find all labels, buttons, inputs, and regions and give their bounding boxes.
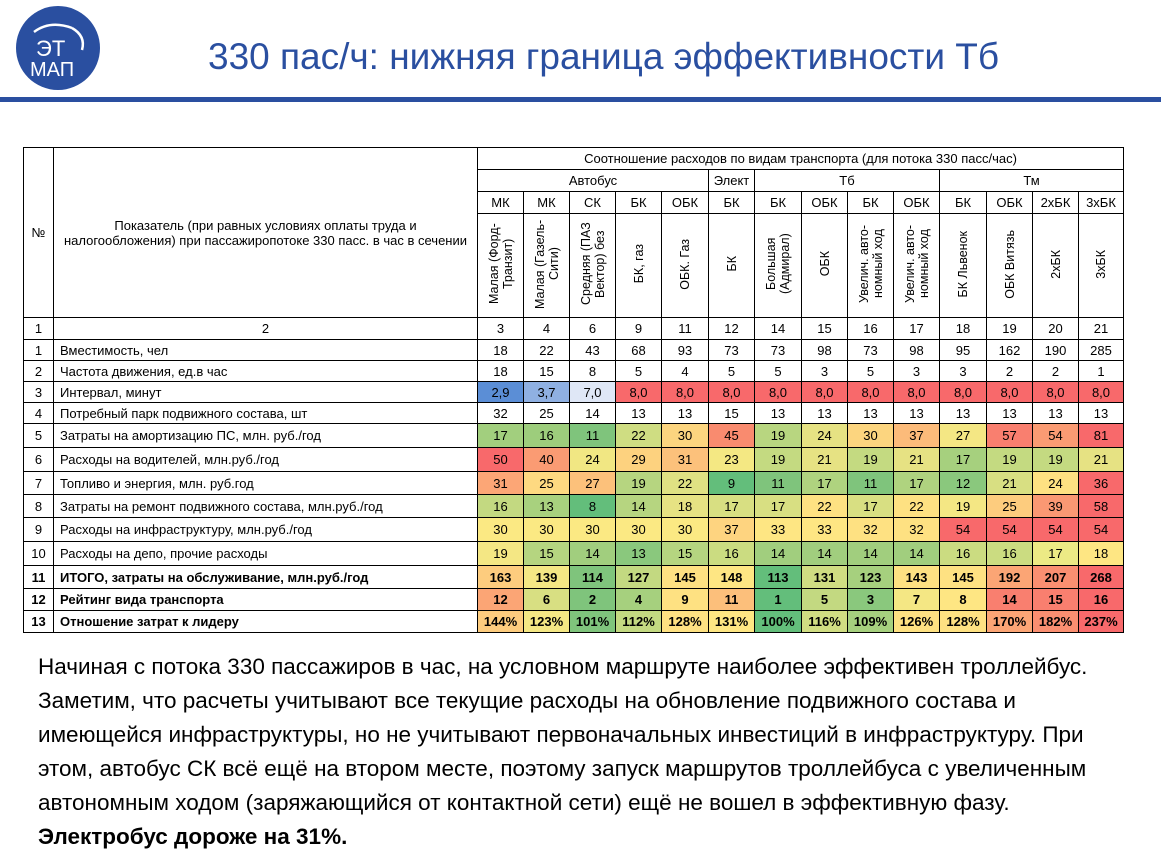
table-cell: 13: [1033, 403, 1079, 424]
vehicle-label: ОБК. Газ: [678, 238, 692, 290]
row-number: 7: [24, 472, 54, 495]
table-cell: 54: [987, 518, 1033, 542]
table-cell: 1: [755, 589, 802, 611]
table-cell: 37: [894, 424, 940, 448]
table-cell: 170%: [987, 611, 1033, 633]
table-cell: 22: [662, 472, 709, 495]
table-cell: 15: [524, 361, 570, 382]
table-row: [24, 382, 1124, 403]
type-header: МК: [478, 192, 524, 214]
table-cell: 27: [940, 424, 987, 448]
row-label: Вместимость, чел: [54, 340, 478, 361]
table-cell: 2: [987, 361, 1033, 382]
type-header: ОБК: [802, 192, 848, 214]
table-cell: 8,0: [894, 382, 940, 403]
table-cell: 148: [709, 566, 755, 589]
table-cell: 22: [894, 495, 940, 518]
type-header: БК: [616, 192, 662, 214]
table-cell: 21: [802, 448, 848, 472]
type-header: МК: [524, 192, 570, 214]
table-cell: 17: [848, 495, 894, 518]
table-cell: 43: [570, 340, 616, 361]
table-cell: 17: [802, 472, 848, 495]
row-label: Топливо и энергия, млн. руб.год: [54, 472, 478, 495]
table-row: [24, 495, 1124, 518]
column-index: 15: [802, 318, 848, 340]
table-cell: 114: [570, 566, 616, 589]
column-index: 18: [940, 318, 987, 340]
table-row: [24, 340, 1124, 361]
table-cell: 11: [709, 589, 755, 611]
table-cell: 8,0: [987, 382, 1033, 403]
table-cell: 24: [1033, 472, 1079, 495]
table-cell: 95: [940, 340, 987, 361]
table-cell: 16: [940, 542, 987, 566]
vehicle-label: Малая (Газель-Сити): [532, 219, 561, 309]
table-cell: 145: [940, 566, 987, 589]
table-cell: 5: [802, 589, 848, 611]
table-cell: 40: [524, 448, 570, 472]
type-header: ОБК: [662, 192, 709, 214]
table-cell: 4: [616, 589, 662, 611]
table-cell: 17: [1033, 542, 1079, 566]
column-index: 3: [478, 318, 524, 340]
type-header: ОБК: [987, 192, 1033, 214]
table-cell: 30: [662, 518, 709, 542]
table-cell: 162: [987, 340, 1033, 361]
vehicle-label: Увелич. авто-номный ход: [856, 224, 885, 304]
row-number: 11: [24, 566, 54, 589]
row-number: 12: [24, 589, 54, 611]
table-cell: 33: [755, 518, 802, 542]
row-number: 9: [24, 518, 54, 542]
table-cell: 3: [848, 589, 894, 611]
table-row: [24, 589, 1124, 611]
logo-text-bottom: МАП: [30, 59, 75, 81]
table-cell: 18: [662, 495, 709, 518]
table-cell: 5: [709, 361, 755, 382]
table-cell: 145: [662, 566, 709, 589]
table-cell: 131: [802, 566, 848, 589]
table-cell: 13: [524, 495, 570, 518]
row-label: Затраты на амортизацию ПС, млн. руб./год: [54, 424, 478, 448]
table-cell: 16: [709, 542, 755, 566]
vehicle-header: [894, 214, 940, 318]
table-cell: 14: [848, 542, 894, 566]
row-number: 1: [24, 340, 54, 361]
table-cell: 268: [1079, 566, 1124, 589]
table-cell: 81: [1079, 424, 1124, 448]
cost-table: [23, 147, 1124, 633]
table-cell: 8,0: [848, 382, 894, 403]
table-cell: 32: [894, 518, 940, 542]
table-cell: 16: [524, 424, 570, 448]
table-cell: 17: [894, 472, 940, 495]
row-label: Потребный парк подвижного состава, шт: [54, 403, 478, 424]
table-row: [24, 542, 1124, 566]
table-cell: 8,0: [802, 382, 848, 403]
column-index: 4: [524, 318, 570, 340]
column-index: 19: [987, 318, 1033, 340]
row-number: 5: [24, 424, 54, 448]
table-cell: 15: [1033, 589, 1079, 611]
table-cell: 32: [478, 403, 524, 424]
vehicle-header: [570, 214, 616, 318]
table-cell: 8,0: [755, 382, 802, 403]
table-cell: 285: [1079, 340, 1124, 361]
type-header: БК: [940, 192, 987, 214]
table-row: [24, 403, 1124, 424]
table-cell: 13: [1079, 403, 1124, 424]
table-cell: 15: [709, 403, 755, 424]
column-index: 16: [848, 318, 894, 340]
column-index: 20: [1033, 318, 1079, 340]
table-cell: 15: [662, 542, 709, 566]
table-cell: 54: [940, 518, 987, 542]
table-cell: 30: [848, 424, 894, 448]
row-label: Затраты на ремонт подвижного состава, млн.руб./год: [54, 495, 478, 518]
table-cell: 5: [616, 361, 662, 382]
table-cell: 131%: [709, 611, 755, 633]
table-cell: 36: [1079, 472, 1124, 495]
row-number: 8: [24, 495, 54, 518]
table-cell: 98: [894, 340, 940, 361]
vehicle-header: [662, 214, 709, 318]
table-cell: 33: [802, 518, 848, 542]
table-cell: 27: [570, 472, 616, 495]
table-cell: 139: [524, 566, 570, 589]
table-cell: 13: [616, 403, 662, 424]
indicator-header: Показатель (при равных условиях оплаты труда и налогообложения) при пассажиропотоке 330 пасс. в час в сечении: [54, 148, 478, 318]
table-cell: 5: [848, 361, 894, 382]
table-cell: 31: [478, 472, 524, 495]
table-cell: 8,0: [709, 382, 755, 403]
table-cell: 11: [570, 424, 616, 448]
table-cell: 8,0: [616, 382, 662, 403]
table-cell: 14: [570, 542, 616, 566]
table-cell: 45: [709, 424, 755, 448]
summary-text: Начиная с потока 330 пассажиров в час, на условном маршруте наиболее эффективен троллейбус. Заметим, что расчеты учитывают все текущие расходы на обновление подвижного состава и имеющейся инфраструктуры, но не учитывают первоначальных инвестиций в инфраструктуру. При этом, автобус СК всё ещё на втором месте, поэтому запуск маршрутов троллейбуса с увеличенным автономным ходом (заряжающийся от контактной сети) ещё не вошел в эффективную фазу.: [38, 654, 1088, 815]
table-cell: 14: [616, 495, 662, 518]
type-header: БК: [755, 192, 802, 214]
group-ebus: Элект: [709, 170, 755, 192]
table-cell: 39: [1033, 495, 1079, 518]
table-cell: 8,0: [1033, 382, 1079, 403]
type-header: ОБК: [894, 192, 940, 214]
vehicle-header: [848, 214, 894, 318]
table-cell: 6: [524, 589, 570, 611]
table-cell: 9: [709, 472, 755, 495]
vehicle-label: ОБК: [817, 251, 832, 277]
table-cell: 54: [1079, 518, 1124, 542]
table-cell: 11: [755, 472, 802, 495]
type-header: БК: [848, 192, 894, 214]
table-cell: 18: [478, 361, 524, 382]
vehicle-label: Большая (Адмирал): [764, 233, 792, 295]
row-number: 13: [24, 611, 54, 633]
table-cell: 163: [478, 566, 524, 589]
table-cell: 2: [1033, 361, 1079, 382]
table-cell: 14: [570, 403, 616, 424]
table-cell: 192: [987, 566, 1033, 589]
type-header: СК: [570, 192, 616, 214]
table-cell: 15: [524, 542, 570, 566]
table-cell: 30: [616, 518, 662, 542]
table-row: [24, 472, 1124, 495]
table-cell: 29: [616, 448, 662, 472]
summary-bold-text: Электробус дороже на 31%.: [38, 824, 348, 849]
table-cell: 54: [1033, 424, 1079, 448]
vehicle-header: [709, 214, 755, 318]
table-cell: 14: [894, 542, 940, 566]
vehicle-label: Малая (Форд-Транзит): [486, 223, 515, 305]
table-cell: 123%: [524, 611, 570, 633]
type-header: 3хБК: [1079, 192, 1124, 214]
table-cell: 13: [987, 403, 1033, 424]
group-trolleybus: Тб: [755, 170, 940, 192]
table-cell: 17: [755, 495, 802, 518]
vehicle-header: [524, 214, 570, 318]
table-cell: 19: [755, 448, 802, 472]
table-cell: 32: [848, 518, 894, 542]
table-row: [24, 448, 1124, 472]
table-cell: 19: [940, 495, 987, 518]
table-cell: 17: [478, 424, 524, 448]
table-cell: 18: [1079, 542, 1124, 566]
table-cell: 30: [662, 424, 709, 448]
table-cell: 18: [478, 340, 524, 361]
table-cell: 22: [524, 340, 570, 361]
vehicle-label: БК Львенок: [956, 230, 970, 298]
table-cell: 8: [570, 361, 616, 382]
table-cell: 58: [1079, 495, 1124, 518]
row-label: Интервал, минут: [54, 382, 478, 403]
table-cell: 22: [616, 424, 662, 448]
table-cell: 50: [478, 448, 524, 472]
table-cell: 93: [662, 340, 709, 361]
table-cell: 8: [570, 495, 616, 518]
table-cell: 25: [987, 495, 1033, 518]
vehicle-header: [755, 214, 802, 318]
table-cell: 19: [1033, 448, 1079, 472]
column-index: 12: [709, 318, 755, 340]
column-index: 14: [755, 318, 802, 340]
table-cell: 112%: [616, 611, 662, 633]
row-label: Расходы на водителей, млн.руб./год: [54, 448, 478, 472]
table-cell: 17: [940, 448, 987, 472]
table-cell: 4: [662, 361, 709, 382]
table-cell: 19: [987, 448, 1033, 472]
table-cell: 73: [755, 340, 802, 361]
table-cell: 12: [940, 472, 987, 495]
vehicle-header: [478, 214, 524, 318]
column-index: 17: [894, 318, 940, 340]
table-cell: 30: [478, 518, 524, 542]
vehicle-header: [802, 214, 848, 318]
group-tram: Тм: [940, 170, 1124, 192]
vehicle-header: [1033, 214, 1079, 318]
table-cell: 143: [894, 566, 940, 589]
column-index: 2: [54, 318, 478, 340]
vehicle-label: Увелич. авто-номный ход: [902, 224, 931, 304]
table-cell: 1: [1079, 361, 1124, 382]
table-cell: 128%: [940, 611, 987, 633]
table-cell: 5: [755, 361, 802, 382]
table-cell: 68: [616, 340, 662, 361]
table-cell: 13: [755, 403, 802, 424]
table-cell: 7,0: [570, 382, 616, 403]
table-cell: 101%: [570, 611, 616, 633]
table-cell: 54: [1033, 518, 1079, 542]
table-cell: 98: [802, 340, 848, 361]
table-cell: 16: [478, 495, 524, 518]
table-cell: 13: [894, 403, 940, 424]
header-divider: [0, 97, 1161, 102]
table-cell: 23: [709, 448, 755, 472]
row-label: Частота движения, ед.в час: [54, 361, 478, 382]
table-cell: 25: [524, 472, 570, 495]
summary-paragraph: [38, 650, 1143, 854]
col-no-header: №: [24, 148, 54, 318]
table-cell: 3: [940, 361, 987, 382]
column-index: 11: [662, 318, 709, 340]
table-cell: 3: [894, 361, 940, 382]
table-cell: 17: [709, 495, 755, 518]
table-cell: 8,0: [940, 382, 987, 403]
table-cell: 3,7: [524, 382, 570, 403]
row-label: ИТОГО, затраты на обслуживание, млн.руб./год: [54, 566, 478, 589]
table-cell: 123: [848, 566, 894, 589]
column-index: 21: [1079, 318, 1124, 340]
row-label: Расходы на инфраструктуру, млн.руб./год: [54, 518, 478, 542]
table-cell: 13: [802, 403, 848, 424]
table-cell: 237%: [1079, 611, 1124, 633]
row-number: 10: [24, 542, 54, 566]
table-row: [24, 518, 1124, 542]
row-label: Расходы на депо, прочие расходы: [54, 542, 478, 566]
table-cell: 19: [478, 542, 524, 566]
vehicle-label: 2хБК: [1048, 249, 1063, 279]
table-cell: 12: [478, 589, 524, 611]
vehicle-label: БК: [724, 256, 739, 272]
table-cell: 8,0: [1079, 382, 1124, 403]
table-cell: 21: [987, 472, 1033, 495]
table-cell: 19: [616, 472, 662, 495]
table-cell: 2: [570, 589, 616, 611]
table-cell: 7: [894, 589, 940, 611]
table-cell: 13: [848, 403, 894, 424]
table-cell: 19: [848, 448, 894, 472]
table-cell: 19: [755, 424, 802, 448]
table-cell: 128%: [662, 611, 709, 633]
vehicle-label: БК, газ: [631, 244, 646, 284]
table-cell: 30: [570, 518, 616, 542]
row-number: 4: [24, 403, 54, 424]
vehicle-label: ОБК Витязь: [1002, 229, 1017, 299]
row-number: 2: [24, 361, 54, 382]
vehicle-label: 3хБК: [1094, 249, 1108, 279]
table-cell: 14: [802, 542, 848, 566]
table-cell: 13: [616, 542, 662, 566]
table-cell: 14: [755, 542, 802, 566]
table-cell: 21: [1079, 448, 1124, 472]
table-row: [24, 566, 1124, 589]
table-cell: 116%: [802, 611, 848, 633]
vehicle-header: [940, 214, 987, 318]
table-cell: 16: [987, 542, 1033, 566]
vehicle-header: [1079, 214, 1124, 318]
table-cell: 9: [662, 589, 709, 611]
super-header: Соотношение расходов по видам транспорта (для потока 330 пасс/час): [478, 148, 1124, 170]
table-cell: 11: [848, 472, 894, 495]
table-cell: 31: [662, 448, 709, 472]
table-cell: 2,9: [478, 382, 524, 403]
table-cell: 24: [570, 448, 616, 472]
row-label: Рейтинг вида транспорта: [54, 589, 478, 611]
table-cell: 57: [987, 424, 1033, 448]
column-index: 1: [24, 318, 54, 340]
table-cell: 73: [848, 340, 894, 361]
vehicle-label: Средняя (ПАЗ Вектор) без: [578, 222, 607, 306]
table-cell: 190: [1033, 340, 1079, 361]
table-cell: 24: [802, 424, 848, 448]
table-row: [24, 424, 1124, 448]
table-cell: 22: [802, 495, 848, 518]
type-header: БК: [709, 192, 755, 214]
table-cell: 8,0: [662, 382, 709, 403]
table-cell: 3: [802, 361, 848, 382]
column-index: 9: [616, 318, 662, 340]
table-row: [24, 611, 1124, 633]
table-cell: 73: [709, 340, 755, 361]
table-cell: 30: [524, 518, 570, 542]
type-header: 2хБК: [1033, 192, 1079, 214]
logo-text-top: ЭТ: [36, 36, 66, 61]
vehicle-header: [987, 214, 1033, 318]
column-index: 6: [570, 318, 616, 340]
table-cell: 127: [616, 566, 662, 589]
table-cell: 13: [662, 403, 709, 424]
table-cell: 8: [940, 589, 987, 611]
logo: [16, 6, 100, 90]
group-bus: Автобус: [478, 170, 709, 192]
table-cell: 13: [940, 403, 987, 424]
table-cell: 16: [1079, 589, 1124, 611]
table-cell: 25: [524, 403, 570, 424]
table-cell: 113: [755, 566, 802, 589]
table-cell: 182%: [1033, 611, 1079, 633]
table-row: [24, 361, 1124, 382]
page-title: 330 пас/ч: нижняя граница эффективности Тб: [208, 36, 1000, 77]
table-cell: 126%: [894, 611, 940, 633]
table-cell: 100%: [755, 611, 802, 633]
vehicle-header: [616, 214, 662, 318]
table-cell: 109%: [848, 611, 894, 633]
table-cell: 144%: [478, 611, 524, 633]
table-cell: 14: [987, 589, 1033, 611]
table-cell: 37: [709, 518, 755, 542]
row-number: 3: [24, 382, 54, 403]
logo-emblem-icon: [16, 6, 100, 90]
table-cell: 207: [1033, 566, 1079, 589]
row-number: 6: [24, 448, 54, 472]
row-label: Отношение затрат к лидеру: [54, 611, 478, 633]
table-cell: 21: [894, 448, 940, 472]
